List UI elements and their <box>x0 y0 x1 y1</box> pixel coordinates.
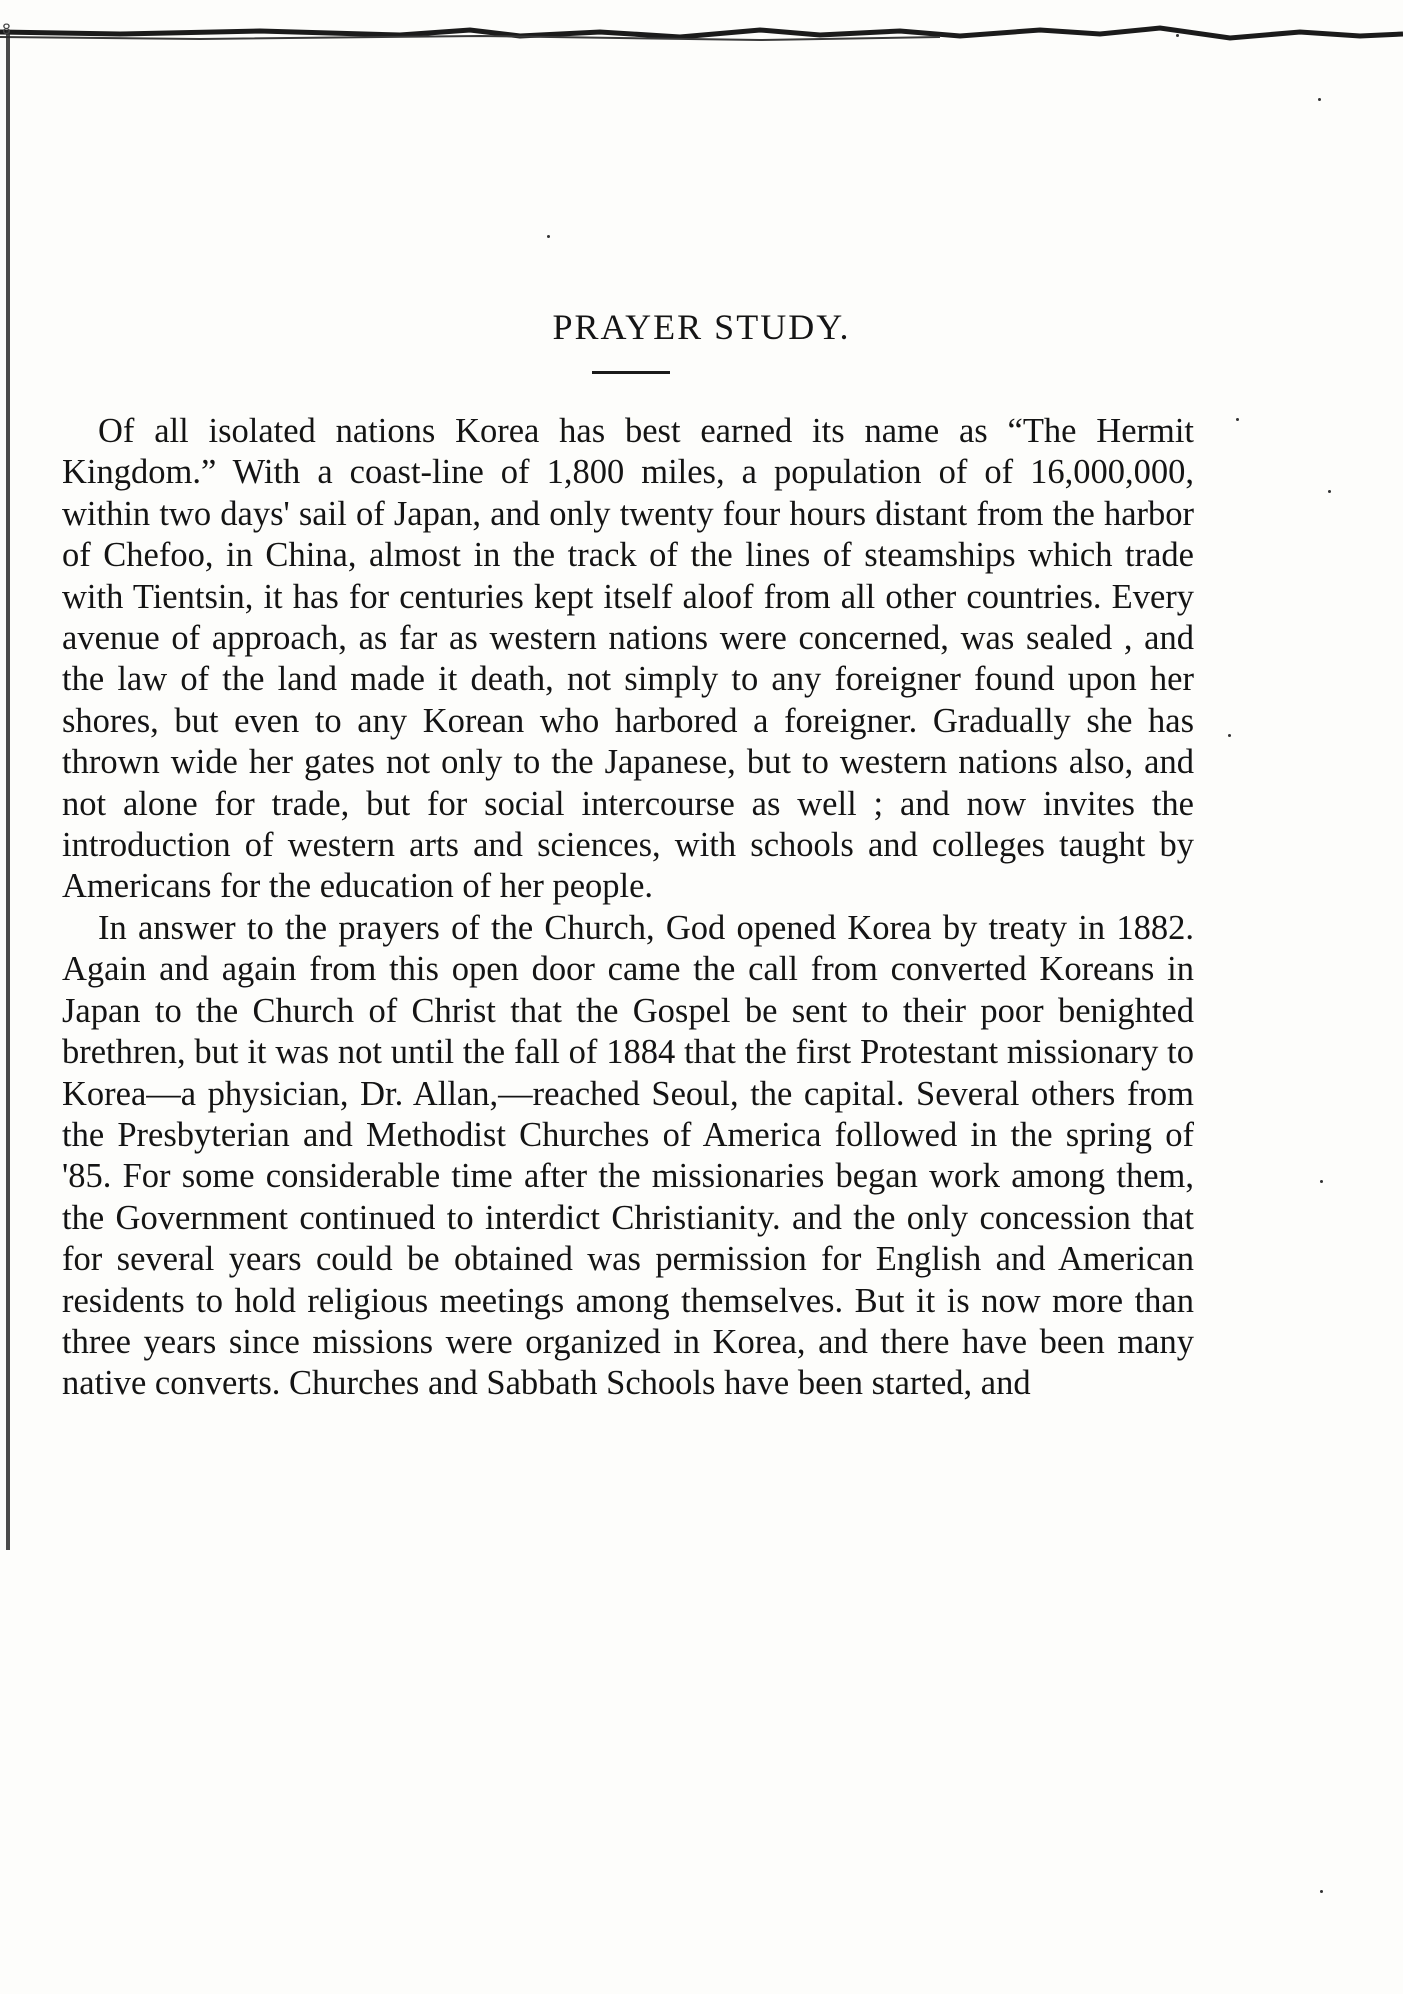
paragraph-1: Of all isolated nations Korea has best earned its name as “The Hermit Kingdom.” With a coast-line of 1,800 miles, a population of of 16,000,000, within two days' sail of Japan, and only twenty four hours distant from the harbor of Chefoo, in China, almost in the track of the lines of steamships which trade with Tientsin, it has for centuries kept itself aloof from all other countries. Every avenue of approach, as far as western nations were concerned, was sealed , and the law of the land made it death, not simply to any foreigner found upon her shores, but even to any Korean who harbored a foreigner. Gradually she has thrown wide her gates not only to the Japanese, but to western nations also, and not alone for trade, but for social intercourse as well ; and now invites the introduction of western arts and sciences, with schools and colleges taught by Americans for the education of her people. <box>62 412 1194 906</box>
page-title: PRAYER STUDY. <box>552 307 851 348</box>
title-divider <box>592 371 670 374</box>
torn-top-edge <box>0 18 1403 58</box>
left-margin-rule <box>6 30 10 1550</box>
corner-mark: 8 <box>2 22 11 38</box>
scan-speck <box>1328 490 1331 493</box>
scan-speck <box>1236 418 1239 421</box>
body-text <box>62 411 1194 1405</box>
scan-speck <box>1320 1890 1323 1893</box>
scan-speck <box>547 235 550 238</box>
scan-speck <box>1318 98 1321 101</box>
scan-speck <box>1228 734 1231 737</box>
paragraph-2: In answer to the prayers of the Church, God opened Korea by treaty in 1882. Again and again from this open door came the call from converted Koreans in Japan to the Church of Christ that the Gospel be sent to their poor benighted brethren, but it was not until the fall of 1884 that the first Protestant missionary to Korea—a physician, Dr. Allan,—reached Seoul, the capital. Several others from the Presbyterian and Methodist Churches of America followed in the spring of '85. For some considerable time after the missionaries began work among them, the Government continued to interdict Christianity. and the only concession that for several years could be obtained was permission for English and American residents to hold religious meetings among themselves. But it is now more than three years since missions were organized in Korea, and there have been many native converts. Churches and Sabbath Schools have been started, and <box>62 908 1194 1403</box>
scan-speck <box>1176 34 1179 37</box>
scan-speck <box>1320 1180 1323 1183</box>
